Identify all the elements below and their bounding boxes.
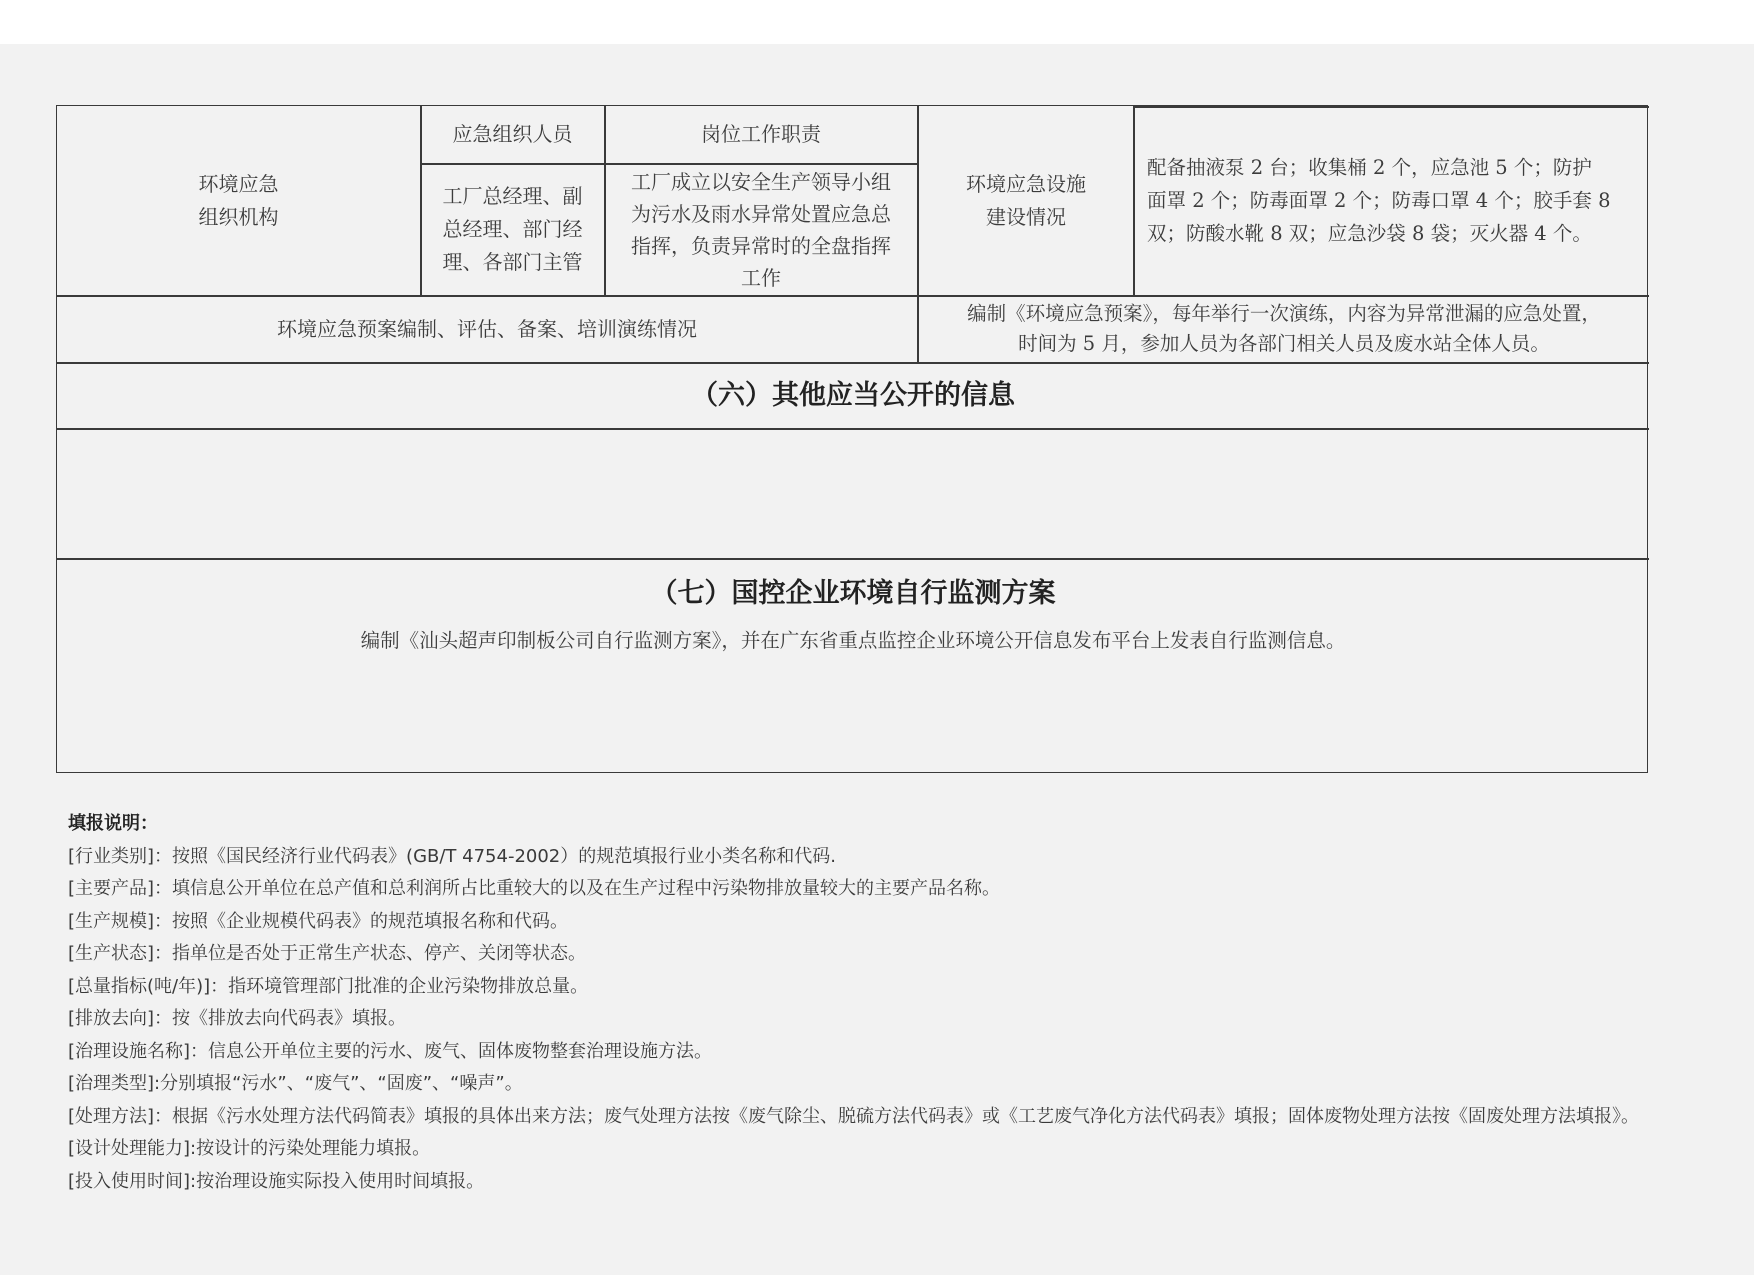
plan-value xyxy=(919,296,1649,362)
facility-label xyxy=(919,106,1133,295)
instruction-line: [治理设施名称]：信息公开单位主要的污水、废气、固体废物整套治理设施方法。 xyxy=(68,1040,713,1062)
instruction-line: [总量指标(吨/年)]：指环境管理部门批准的企业污染物排放总量。 xyxy=(68,975,589,997)
personnel-value xyxy=(421,164,604,295)
org-structure-label-line: 环境应急 xyxy=(198,171,279,196)
section-7-title: （七）国控企业环境自行监测方案 xyxy=(650,577,1056,609)
org-structure-label-line: 组织机构 xyxy=(198,204,279,229)
instruction-line: [投入使用时间]:按治理设施实际投入使用时间填报。 xyxy=(68,1170,485,1192)
filling-instructions xyxy=(68,808,1708,1198)
instruction-line: [排放去向]：按《排放去向代码表》填报。 xyxy=(68,1008,407,1029)
duty-value-line: 指挥，负责异常时的全盘指挥 xyxy=(631,233,891,258)
personnel-header: 应急组织人员 xyxy=(452,122,573,146)
duty-value-line: 工作 xyxy=(741,265,781,290)
section-6-body xyxy=(57,429,1649,558)
instruction-line: [主要产品]：填信息公开单位在总产值和总利润所占比重较大的以及在生产过程中污染物排放量较大的主要产品名称。 xyxy=(68,878,1001,899)
disclosure-table xyxy=(56,105,1648,773)
section-7-body: 编制《汕头超声印制板公司自行监测方案》，并在广东省重点监控企业环境公开信息发布平台上发表自行监测信息。 xyxy=(360,628,1346,652)
instruction-line: [设计处理能力]:按设计的污染处理能力填报。 xyxy=(68,1138,431,1159)
duty-value-line: 为污水及雨水异常处置应急总 xyxy=(631,201,891,226)
duty-value xyxy=(605,164,917,295)
personnel-value-line: 工厂总经理、副 xyxy=(442,184,583,208)
instruction-line: [处理方法]：根据《污水处理方法代码简表》填报的具体出来方法；废气处理方法按《废气除尘、脱硫方法代码表》或《工艺废气净化方法代码表》填报；固体废物处理方法按《固废处理方法填报》。 xyxy=(68,1105,1640,1127)
grid-line xyxy=(57,558,1649,560)
facility-value-line: 面罩 2 个；防毒面罩 2 个；防毒口罩 4 个；胶手套 8 xyxy=(1147,189,1611,212)
facility-label-line: 建设情况 xyxy=(986,204,1066,229)
facility-value-line: 配备抽液泵 2 台；收集桶 2 个，应急池 5 个；防护 xyxy=(1147,156,1592,179)
plan-value-line: 编制《环境应急预案》，每年举行一次演练，内容为异常泄漏的应急处置， xyxy=(967,302,1601,325)
instruction-line: [治理类型]:分别填报“污水”、“废气”、“固废”、“噪声”。 xyxy=(68,1073,523,1094)
instructions-heading: 填报说明： xyxy=(68,813,158,834)
facility-label-line: 环境应急设施 xyxy=(966,171,1086,196)
plan-value-line: 时间为 5 月，参加人员为各部门相关人员及废水站全体人员。 xyxy=(1018,332,1550,355)
personnel-value-line: 理、各部门主管 xyxy=(442,250,583,274)
personnel-value-line: 总经理、部门经 xyxy=(442,217,583,241)
facility-value xyxy=(1135,106,1649,295)
section-6-title: （六）其他应当公开的信息 xyxy=(691,380,1015,411)
instruction-line: [行业类别]：按照《国民经济行业代码表》(GB/T 4754-2002）的规范填报行业小类名称和代码. xyxy=(68,845,836,867)
duty-value-line: 工厂成立以安全生产领导小组 xyxy=(631,169,891,194)
duty-header: 岗位工作职责 xyxy=(701,122,821,146)
instruction-line: [生产规模]：按照《企业规模代码表》的规范填报名称和代码。 xyxy=(68,910,569,932)
org-structure-label xyxy=(57,106,420,295)
plan-label: 环境应急预案编制、评估、备案、培训演练情况 xyxy=(277,316,697,341)
instruction-line: [生产状态]：指单位是否处于正常生产状态、停产、关闭等状态。 xyxy=(68,943,587,964)
facility-value-line: 双；防酸水靴 8 双；应急沙袋 8 袋；灭火器 4 个。 xyxy=(1147,222,1592,245)
